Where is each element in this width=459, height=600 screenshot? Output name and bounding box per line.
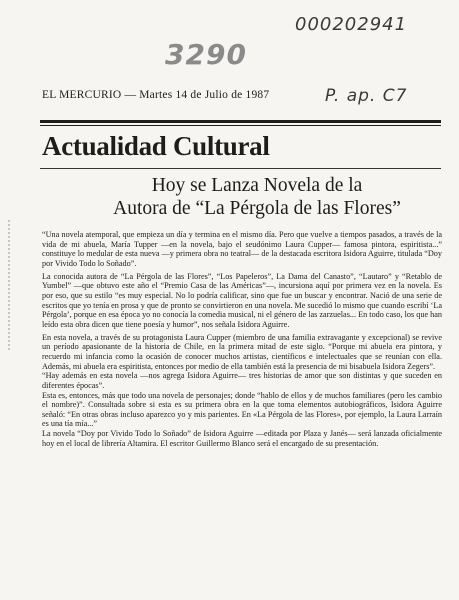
top-rule-thin (40, 125, 441, 126)
paragraph: “Una novela atemporal, que empieza un día y termina en el mismo día. Pero que vuelve a tiempos pasados, a través de la vida de mi abuela, María Tupper —en la novela, bajo el seudónimo Laura Cupper— famosa pintora, espiritista...” constituye lo medular de esta nueva —y primera obra no teatral— de la destacada escritora Isidora Aguirre, titulada “Doy por Vivido Todo lo Soñado”. (42, 230, 442, 268)
headline-line-1: Hoy se Lanza Novela de la (151, 175, 363, 196)
top-rule-thick (40, 120, 441, 123)
paragraph: La conocida autora de “La Pérgola de las Flores”, “Los Papeleros”, La Dama del Canasto”, “Lautaro” y “Retablo de Yumbel” —que obtuvo este año el “Premio Casa de las Américas”—, incursiona aquí por primera vez en la novela. Es por eso, que su estilo “es muy especial. No lo podría calificar, sino que fue un buscar y encontrar. Nació de una serie de escritos que yo tenía en prosa y que de pronto se convirtieron en una novela. Me sucedió lo mismo que cuando escribí ‘La Pérgola’, porque en esa época yo no conocía la comedia musical, ni el género de las zarzuelas... En todo caso, los que han leído esta obra dicen que tiene poesía y humor”, nos señala Isidora Aguirre. (42, 271, 442, 329)
archive-id-handwritten: 000202941 (295, 14, 408, 35)
paragraph: La novela “Doy por Vivido Todo lo Soñado” de Isidora Aguirre —editada por Plaza y Janés— será lanzada oficialmente hoy en el local de librería Altamira. El escritor Guillermo Blanco será el encargado de su presentación. (42, 429, 442, 448)
section-title: Actualidad Cultural (42, 131, 270, 161)
dateline: EL MERCURIO — Martes 14 de Julio de 1987 (42, 89, 270, 101)
pencil-number-handwritten: 3290 (165, 38, 247, 71)
article-body (42, 230, 442, 448)
handwritten-code: P. ap. C7 (325, 86, 408, 106)
headline-line-2: Autora de “La Pérgola de las Flores” (113, 198, 401, 219)
section-underline (40, 168, 441, 169)
margin-mark (8, 220, 20, 350)
paragraph: Esta es, entonces, más que todo una novela de personajes; donde “hablo de ellos y de muchos familiares (pero les cambio el nombre)”. Consultada sobre si esta es su primera obra en la que toma elementos autobiográficos, Isidora Aguirre señaló: “En otras obras incluso aparezco yo y mis parientes. En «La Pérgola de las Flores», por ejemplo, la Laura Larraín es una tía mía...” (42, 390, 442, 429)
headline (72, 174, 442, 220)
paragraph: En esta novela, a través de su protagonista Laura Cupper (miembro de una familia extravagante y excepcional) se revive un período apasionante de la historia de Chile, en la primera mitad de este siglo. “Porque mi abuela era pintora, y recuerdo mi infancia como la ocasión de conocer muchos artistas, científicos e intelectuales que se reunían con ella. Además, mi abuela era espiritista, entonces por medio de ella también está la presencia de mi bisabuela Isidora Zegers”. (42, 332, 442, 371)
paragraph: “Hay además en esta novela —nos agrega Isidora Aguirre— tres historias de amor que son distintas y que suceden en diferentes épocas”. (42, 371, 442, 390)
